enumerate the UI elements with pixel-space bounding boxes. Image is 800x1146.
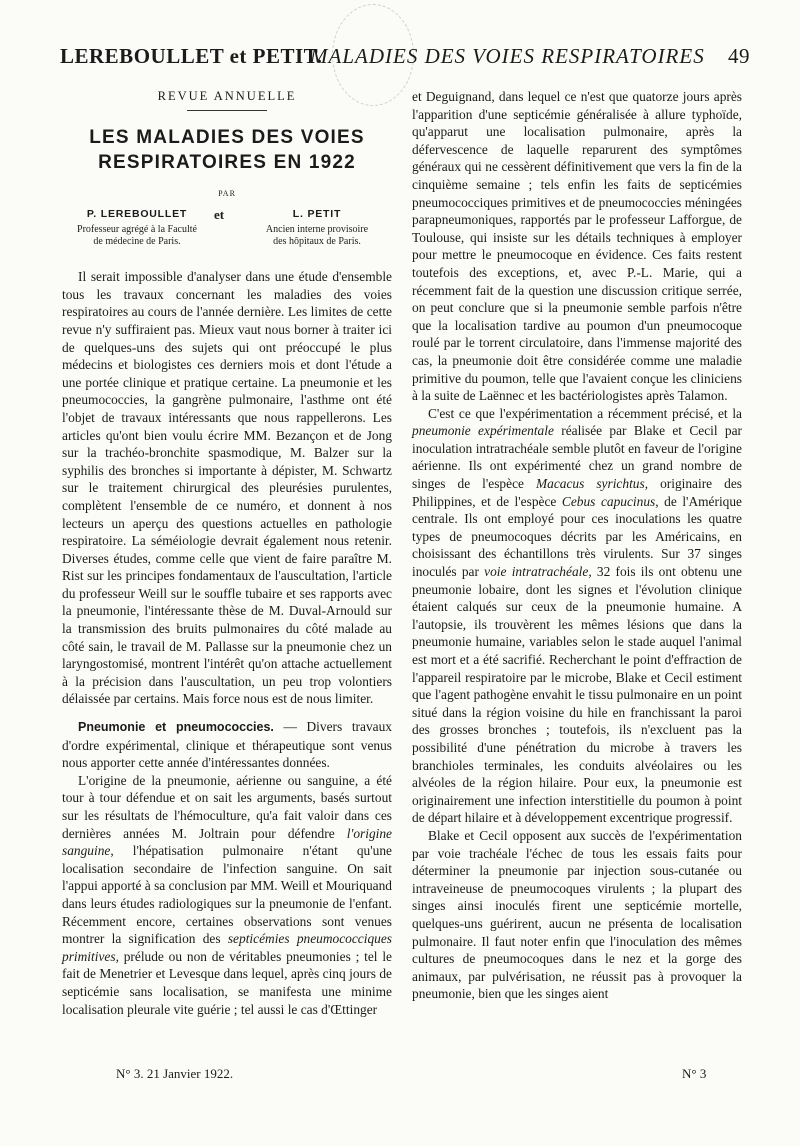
footer-issue: N° 3. 21 Janvier 1922. [116, 1066, 234, 1081]
text-run: L'origine de la pneumonie, aérienne ou sanguine, a été tour à tour défendue et on sait les arguments, basés surtout sur les résultats de l'hémoculture, qu'a fait valoir dans ces dernières années M. Joltrain pour défendre [62, 772, 392, 841]
author-credential: des hôpitaux de Paris. [273, 235, 361, 247]
italic-run: voie intratrachéale [484, 564, 589, 580]
series-label: REVUE ANNUELLE [157, 89, 297, 103]
italic-run: septicémies pneumococciques primitives [62, 931, 392, 964]
running-head-title: MALADIES DES VOIES RESPIRATOIRES [310, 44, 705, 68]
article-title-line1: LES MALADIES DES VOIES [89, 126, 365, 148]
body-paragraph [412, 405, 742, 827]
running-head-authors: LEREBOULLET et PETIT. [60, 44, 323, 68]
footer-number: N° 3 [682, 1066, 707, 1081]
right-column [412, 88, 742, 1003]
section-paragraph [62, 718, 392, 772]
left-column [62, 84, 392, 1018]
author-lereboullet [62, 206, 212, 248]
author-credential: Ancien interne provisoire [265, 223, 369, 235]
authors-conjunction: et [214, 207, 225, 223]
article-title [62, 125, 392, 175]
intro-paragraph: Il serait impossible d'analyser dans une étude d'ensemble tous les travaux concernant les maladies des voies respiratoires au cours de l'année dernière. Les limites de cette revue n'y suffiraient pas. Mieux vaut nous borner à traiter ici de quelques-uns des sujets qui ont préoccupé le plus médecins et biologistes ces derniers mois et dont l'étude a une portée clinique et pratique certaine. La pneumonie et les pneumococcies, la gangrène pulmonaire, l'asthme ont été l'objet de travaux intéressants que nous rappellerons. Les articles qu'ont bien voulu écrire MM. Bezançon et de Jong sur la trachéo-bronchite spasmodique, M. Balzer sur la syphilis des bronches si importante à dépister, M. Schwartz sur le traitement chirurgical des pleurésies purulentes, complètent l'ensemble de ce numéro, et donnent à nos lecteurs un aperçu des questions actuelles en pathologie respiratoire. La séméiologie devrait également nous retenir. Diverses études, comme celle que vient de faire paraître M. Rist sur les principes fondamentaux de l'auscultation, l'article du professeur Weill sur le souffle tubaire et ses rapports avec la pneumonie, l'intéressante thèse de M. Duval-Arnould sur la transmission des bruits pulmonaires du côté malade au côté sain, le travail de M. Pallasse sur la pneumonie chez un laryngostomisé, montrent l'intérêt qu'on attache actuellement à la précision dans l'auscultation, un peu trop volontiers délaissée par certains. Mais force nous est de nous limiter. [62, 269, 392, 707]
author-credential: de médecine de Paris. [93, 235, 181, 247]
text-run: , 32 fois ils ont obtenu une pneumonie lobaire, dont les signes et l'évolution clinique étaient calqués sur ceux de la pneumonie humaine. A l'autopsie, ils trouvèrent les mêmes lésions que dans la pneumonie humaine, variables selon le stade auquel l'animal est mort et a été sacrifié. Recherchant le point d'effraction de l'appareil respiratoire par le microbe, Blake et Cecil estiment que l'agent pathogène envahit le tissu pulmonaire en un point situé dans la région voisine du hile en franchissant la paroi des grosses bronches ; toutefois, ils n'excluent pas la possibilité d'une pénétration du microbe à travers les branchioles terminales, les conduits alvéolaires ou les alvéoles de la région hilaire. Pour eux, la pneumonie est originairement une infection interstitielle du poumon à point de départ hilaire et à développement excentrique progressif. [412, 564, 743, 826]
article-title-line2: RESPIRATOIRES EN 1922 [98, 151, 356, 173]
italic-run: Macacus syrichtus [535, 476, 645, 492]
text-run: , prélude ou non de véritables pneumonies ; tel le fait de Menetrier et Levesque dans lequel, après cinq jours de septicémie sans localisation, se manifesta une minime localisation pleurale vite guérie ; tel aussi le cas d'Œttinger [62, 948, 392, 1017]
author-name: P. LEREBOULLET [86, 208, 188, 221]
text-run: , originaire des Philippines, et de l'espèce [412, 476, 742, 509]
text-run: , de l'Amérique centrale. Ils ont employé pour ces inoculations les quatre types de pneumocoques décrits par les Américains, en choisissant des échantillons très virulents. Sur 37 singes inoculés par [412, 493, 743, 580]
section-heading: Pneumonie et pneumococcies. [78, 720, 274, 735]
author-credential: Professeur agrégé à la Faculté [77, 223, 197, 235]
par-label: PAR [218, 188, 236, 198]
text-run: , l'hépatisation pulmonaire n'étant qu'une localisation secondaire de l'infection sanguine. On sait l'appui apporté à sa conclusion par MM. Weill et Mouriquand dans leurs études radiologiques sur la pneumonie de l'enfant. Récemment encore, certaines observations sont venues montrer la signification des [62, 843, 392, 947]
italic-run: Cebus capucinus [561, 493, 656, 509]
italic-run: l'origine sanguine [62, 825, 392, 859]
section-lead-text: — Divers travaux d'ordre expérimental, clinique et thérapeutique sont venus nous apporter cette année d'intéressantes données. [62, 719, 392, 771]
continued-paragraph: et Deguignand, dans lequel ce n'est que quatorze jours après l'apparition d'une septicémie généralisée à allure typhoïde, qu'apparut une localisation pulmonaire, après la défervescence de laquelle reparurent des symptômes généraux qui ne cessèrent définitivement que vers la fin de la cinquième semaine ; tels enfin les faits de septicémies pneumococciques primitives et de pneumococcies méningées parapneumoniques, rapportés par le professeur Lafforgue, de Toulouse, qui insiste sur les détails techniques à employer pour mettre le pneumocoque en évidence. Ces faits restent toutefois des exceptions, et, avec P.-L. Marie, qui a récemment fait de la question une discussion critique serrée, on peut conclure que si la pneumonie semble parfois n'être que la localisation tardive au poumon d'un pneumocoque roulé par le torrent circulatoire, dans l'immense majorité des cas, la pneumonie doit être considérée comme une maladie primitive du poumon, telle que l'avaient conçue les cliniciens à la suite de Laënnec et les bactériologistes après Talamon. [412, 89, 742, 404]
text-run: réalisée par Blake et Cecil par inoculation intratrachéale semble plutôt en faveur de l'origine aérienne. Ils ont expérimenté chez un grand nombre de singes de l'espèce [412, 423, 743, 492]
body-paragraph: Blake et Cecil opposent aux succès de l'expérimentation par voie trachéale l'échec de tous les essais faits pour déterminer la pneumonie par injection sous-cutanée ou intraveineuse de pneumocoques virulents ; la plupart des singes ainsi inoculés firent une septicémie mortelle, quelques-uns guérirent, aucun ne présenta de localisation pulmonaire. Il faut noter enfin que l'inoculation des mêmes cultures de pneumocoques dans le nez et la gorge des animaux, par pulvérisation, ne réussit pas à provoquer la pneumonie, bien que les singes aient [412, 827, 742, 1002]
title-rule [187, 110, 267, 111]
text-run: C'est ce que l'expérimentation a récemment précisé, et la [428, 405, 742, 421]
page-number: 49 [728, 44, 750, 68]
body-paragraph [62, 772, 392, 1018]
authors-block [62, 206, 392, 262]
italic-run: pneumonie expérimentale [412, 423, 554, 439]
author-petit [242, 206, 392, 248]
running-head [60, 44, 750, 74]
author-name: L. PETIT [292, 208, 342, 221]
